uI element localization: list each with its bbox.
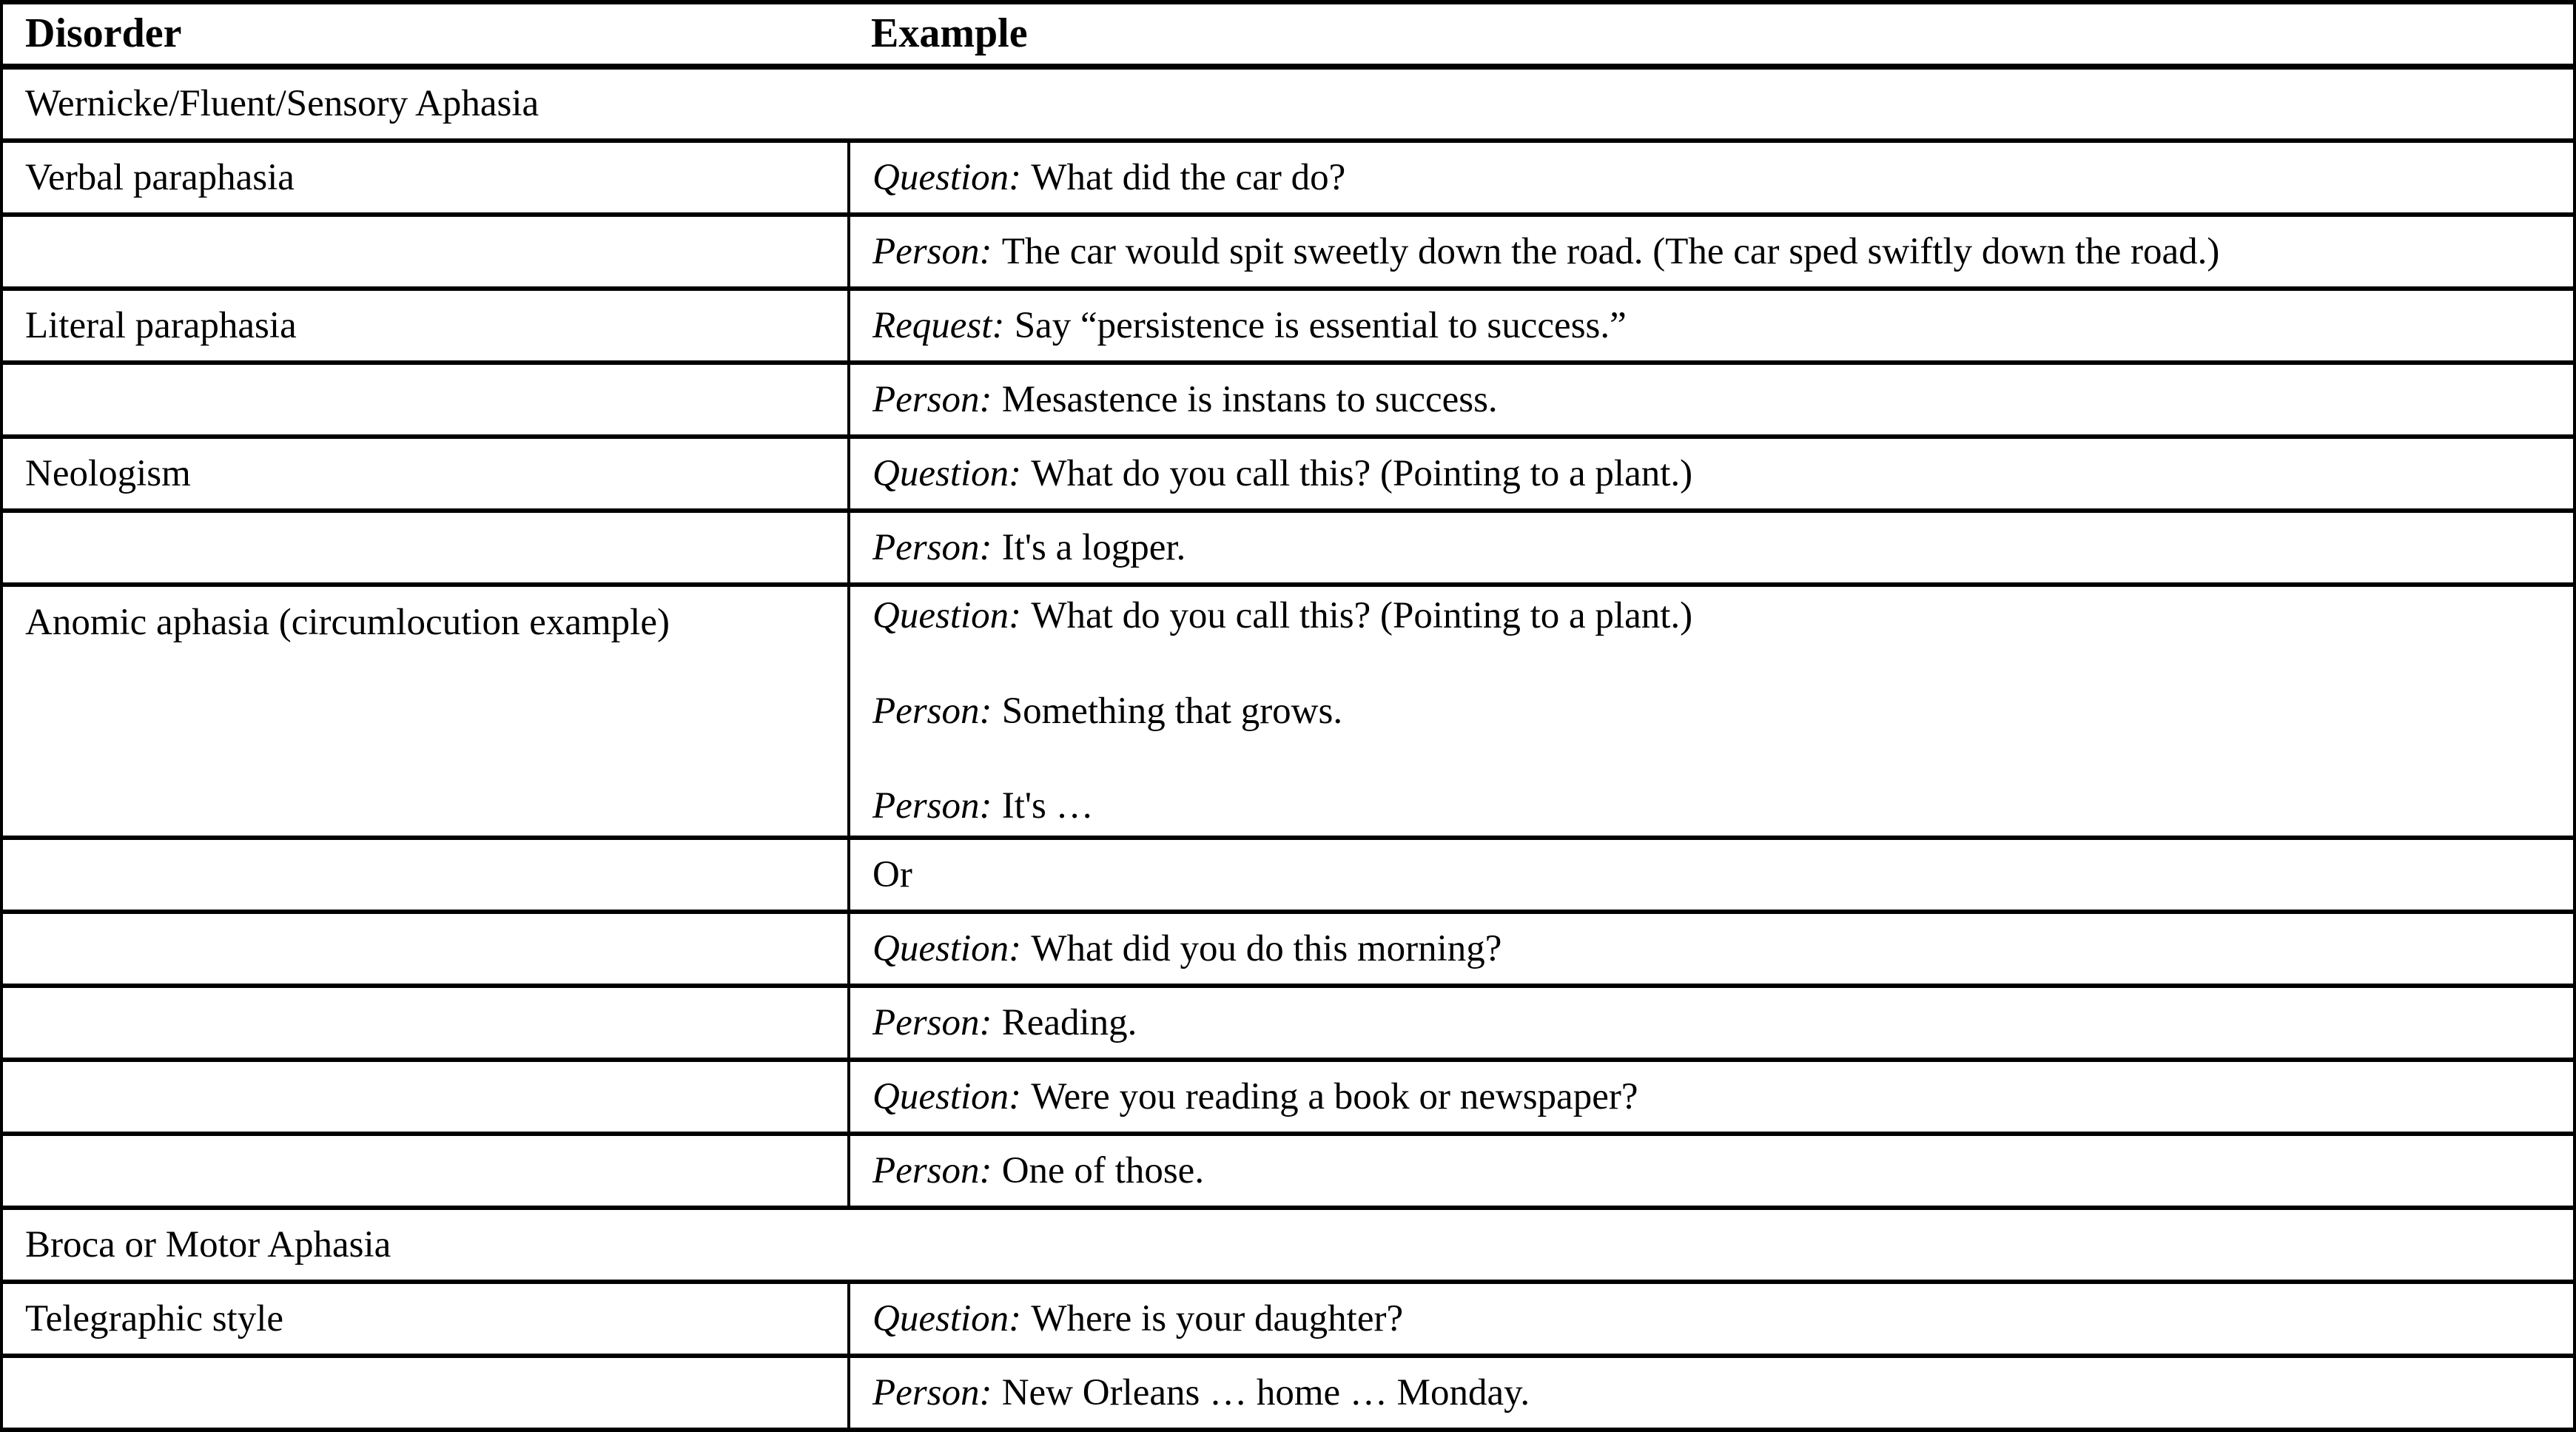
disorder-cell-empty (1, 912, 849, 986)
disorder-cell-empty (1, 838, 849, 912)
table-row (1, 215, 2575, 289)
table-row (1, 511, 2575, 585)
example-line (872, 784, 2558, 828)
example-cell (849, 912, 2575, 986)
disorder-cell-empty (1, 215, 849, 289)
speaker-label: Question: (872, 1297, 1022, 1339)
disorder-cell-empty (1, 1356, 849, 1430)
example-text: What did you do this morning? (1031, 927, 1502, 969)
speaker-label: Person: (872, 785, 992, 827)
example-text: One of those. (1001, 1149, 1205, 1191)
speaker-label: Person: (872, 230, 992, 272)
example-line (872, 594, 2558, 638)
disorder-cell-empty (1, 1060, 849, 1134)
table-row (1, 1282, 2575, 1356)
speaker-label: Question: (872, 927, 1022, 969)
section-row-wernicke (1, 67, 2575, 141)
speaker-label: Question: (872, 595, 1022, 637)
column-header-example: Example (871, 10, 1028, 57)
example-text: Something that grows. (1001, 690, 1343, 732)
table-row (1, 289, 2575, 363)
example-cell (849, 986, 2575, 1060)
disorder-cell-empty (1, 986, 849, 1060)
section-title: Broca or Motor Aphasia (25, 1223, 391, 1265)
speaker-label: Person: (872, 1001, 992, 1043)
example-cell (849, 511, 2575, 585)
example-text: Say “persistence is essential to success.” (1014, 304, 1627, 346)
table-row (1, 1060, 2575, 1134)
example-cell (849, 289, 2575, 363)
disorder-cell: Literal paraphasia (25, 304, 297, 346)
speaker-label: Person: (872, 1149, 992, 1191)
example-text: What do you call this? (Pointing to a plant.) (1031, 452, 1693, 494)
table-header-row (1, 2, 2575, 67)
speaker-label: Person: (872, 1371, 992, 1413)
table-row-anomic (1, 585, 2575, 838)
speaker-label: Question: (872, 1075, 1022, 1117)
example-cell (849, 437, 2575, 511)
example-text: It's a logper. (1001, 526, 1186, 568)
example-text: What did the car do? (1031, 156, 1346, 198)
example-text: Or (872, 853, 912, 895)
example-cell (849, 215, 2575, 289)
disorder-cell: Telegraphic style (25, 1297, 284, 1339)
speaker-label: Person: (872, 526, 992, 568)
table-row (1, 437, 2575, 511)
example-cell (849, 1282, 2575, 1356)
table-row (1, 838, 2575, 912)
speaker-label: Question: (872, 156, 1022, 198)
example-cell (849, 363, 2575, 437)
disorder-text: Anomic aphasia (circumlocution example) (25, 601, 670, 643)
disorder-cell: Neologism (25, 452, 191, 494)
example-text: Where is your daughter? (1031, 1297, 1404, 1339)
example-text: Were you reading a book or newspaper? (1031, 1075, 1638, 1117)
example-cell (849, 585, 2575, 838)
example-text: It's … (1001, 785, 1094, 827)
example-cell (849, 141, 2575, 215)
example-cell (849, 1134, 2575, 1208)
table-row (1, 1356, 2575, 1430)
speaker-label: Request: (872, 304, 1005, 346)
table-row (1, 363, 2575, 437)
column-header-disorder: Disorder (25, 10, 182, 57)
disorder-cell: Verbal paraphasia (25, 156, 295, 198)
example-text: Reading. (1001, 1001, 1137, 1043)
example-text: The car would spit sweetly down the road. (The car sped swiftly down the road.) (1001, 230, 2220, 272)
disorder-cell-empty (1, 1134, 849, 1208)
example-cell (849, 1356, 2575, 1430)
section-row-broca (1, 1208, 2575, 1282)
table-row (1, 141, 2575, 215)
speaker-label: Person: (872, 378, 992, 420)
example-cell (849, 838, 2575, 912)
table-row (1, 912, 2575, 986)
speaker-label: Question: (872, 452, 1022, 494)
speaker-label: Person: (872, 690, 992, 732)
section-title: Wernicke/Fluent/Sensory Aphasia (25, 83, 539, 125)
example-line (872, 690, 2558, 733)
disorder-cell-empty (1, 511, 849, 585)
example-text: What do you call this? (Pointing to a plant.) (1031, 595, 1693, 637)
example-cell (849, 1060, 2575, 1134)
table-row (1, 1134, 2575, 1208)
example-text: Mesastence is instans to success. (1001, 378, 1498, 420)
disorder-cell (1, 585, 849, 838)
example-text: New Orleans … home … Monday. (1001, 1371, 1530, 1413)
disorder-cell-empty (1, 363, 849, 437)
table-row (1, 986, 2575, 1060)
